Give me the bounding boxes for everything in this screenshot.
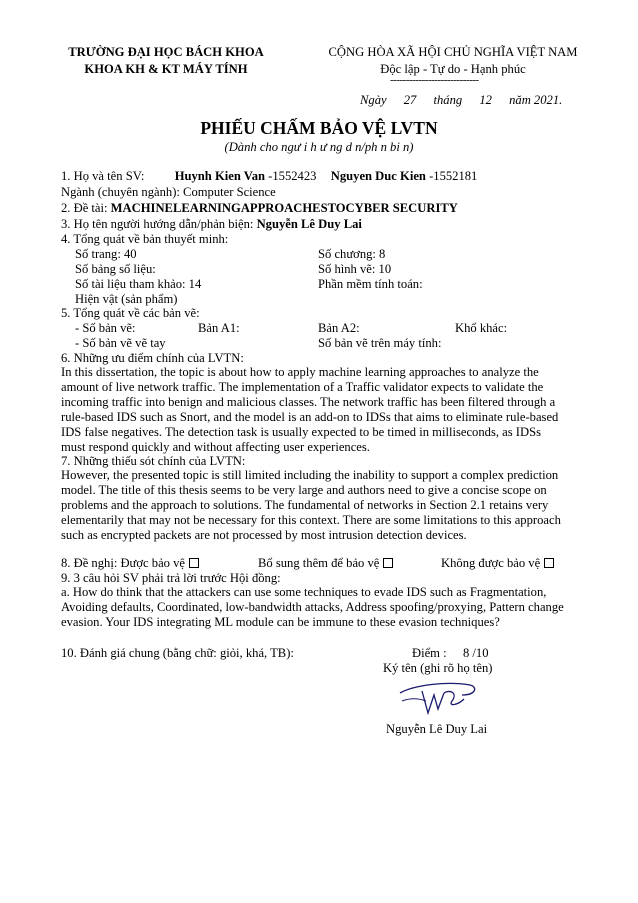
strengths-line: amount of live network traffic. The implementation of a Traffic validator expects to validate the [61, 380, 544, 394]
score-value: 8 /10 [462, 646, 489, 660]
national-motto: Độc lập - Tự do - Hạnh phúc [380, 62, 526, 76]
republic-name: CỘNG HÒA XÃ HỘI CHỦ NGHĨA VIỆT NAM [328, 45, 578, 59]
a1-drawings: Bản A1: [198, 321, 240, 335]
weaknesses-line: such as encrypted packets are not processed by most intrusion detection devices. [61, 528, 467, 542]
advisor-label: 3. Họ tên người hướng dẫn/phản biện: [61, 217, 254, 231]
computer-drawings: Số bản vẽ trên máy tính: [318, 336, 442, 350]
topic-label: 2. Đề tài: [61, 201, 108, 215]
hand-drawings: - Số bản vẽ vẽ tay [75, 336, 166, 350]
university-name: TRƯỜNG ĐẠI HỌC BÁCH KHOA [68, 45, 264, 59]
weaknesses-line: elementarily that may not be necessary for this context. There are some limitations to this approach [61, 513, 561, 527]
strengths-line: incoming traffic into benign and malicious classes. The network traffic has been filtered through a [61, 395, 556, 409]
references-count: Số tài liệu tham khảo: 14 [75, 277, 202, 291]
header-separator: ---------------------------- [390, 74, 479, 86]
section10-label: 10. Đánh giá chung (bằng chữ: giỏi, khá, TB): [61, 646, 294, 660]
strengths-line: IDS false negatives. The detection task is usually expected to be timed in milliseconds, as IDSs [61, 425, 541, 439]
strengths-line: must respond quickly and without affecting user experiences. [61, 440, 370, 454]
score-label: Điểm : [412, 646, 447, 660]
student-name-2: Nguyen Duc Kien [330, 169, 426, 183]
handwritten-signature [392, 671, 482, 721]
drawings-count: - Số bản vẽ: [75, 321, 136, 335]
a2-drawings: Bản A2: [318, 321, 360, 335]
republic-header [298, 44, 608, 78]
strengths-line: rule-based IDS such as Snort, and the model is an add-on to IDSs that aims to eliminate rule-based [61, 410, 559, 424]
other-drawings: Khổ khác: [455, 321, 508, 335]
advisor-line [61, 216, 362, 232]
chapters-count: Số chương: 8 [318, 247, 386, 261]
pages-count: Số trang: 40 [75, 247, 137, 261]
student-label: 1. Họ và tên SV: [61, 169, 145, 183]
section8-line [61, 555, 199, 571]
question-line: a. How do think that the attackers can use some techniques to evade IDS such as Fragmentation, [61, 585, 547, 599]
student-name-1: Huynh Kien Van [174, 169, 265, 183]
page-title: PHIẾU CHẤM BẢO VỆ LVTN [200, 118, 438, 138]
software-label: Phần mềm tính toán: [318, 277, 423, 291]
weaknesses-text [61, 468, 581, 543]
strengths-line: In this dissertation, the topic is about how to apply machine learning approaches to analyze the [61, 365, 539, 379]
page-subtitle: (Dành cho ngư i h ư ng d n/ph n bi n) [224, 140, 414, 154]
section9-label: 9. 3 câu hỏi SV phải trả lời trước Hội đồng: [61, 571, 281, 585]
university-header [40, 44, 292, 78]
date-day: 27 [403, 93, 417, 107]
signer-name: Nguyễn Lê Duy Lai [386, 722, 488, 736]
figures-count: Số hình vẽ: 10 [318, 262, 392, 276]
questions-text [61, 585, 581, 630]
topic-line [61, 200, 458, 216]
date-month: 12 [479, 93, 492, 107]
student-line [61, 168, 477, 184]
supplement-option: Bổ sung thêm để bảo vệ [258, 555, 393, 571]
faculty-name: KHOA KH & KT MÁY TÍNH [84, 62, 248, 76]
reject-checkbox[interactable] [544, 558, 554, 568]
student-id-1: -1552423 [268, 169, 317, 183]
section7-label: 7. Những thiếu sót chính của LVTN: [61, 454, 246, 468]
date-year: năm 2021. [509, 93, 563, 107]
question-line: Avoiding defaults, Coordinated, low-bandwidth attacks, Address spoofing/proxying, Pattern change [61, 600, 564, 614]
date-day-label: Ngày [360, 93, 387, 107]
section4-label: 4. Tổng quát về bản thuyết minh: [61, 232, 229, 246]
advisor-name: Nguyễn Lê Duy Lai [256, 217, 362, 231]
approve-checkbox[interactable] [189, 558, 199, 568]
section5-label: 5. Tổng quát về các bản vẽ: [61, 306, 200, 320]
weaknesses-line: model. The title of this thesis seems to be very large and authors need to give a concise scope on [61, 483, 547, 497]
data-tables-count: Số bảng số liệu: [75, 262, 156, 276]
date-month-label: tháng [433, 93, 463, 107]
approve-option: 8. Đề nghị: Được bảo vệ [61, 556, 199, 570]
artifact-label: Hiện vật (sản phẩm) [75, 292, 178, 306]
sign-label: Ký tên (ghi rõ họ tên) [383, 661, 493, 675]
topic-value: MACHINELEARNINGAPPROACHESTOCYBER SECURITY [110, 201, 458, 215]
weaknesses-line: problems and the approach to solutions. The fundamental of networks in Section 2.1 retains very [61, 498, 549, 512]
question-line: evasion. Your IDS integrating ML module can be immune to these evasion techniques? [61, 615, 500, 629]
section6-label: 6. Những ưu điểm chính của LVTN: [61, 351, 244, 365]
document-date [360, 93, 562, 108]
major-line: Ngành (chuyên ngành): Computer Science [61, 185, 276, 199]
student-id-2: -1552181 [429, 169, 478, 183]
strengths-text [61, 365, 581, 455]
weaknesses-line: However, the presented topic is still limited including the inability to support a complex prediction [61, 468, 559, 482]
score-line [412, 645, 489, 661]
reject-option: Không được bảo vệ [441, 555, 554, 571]
supplement-checkbox[interactable] [383, 558, 393, 568]
